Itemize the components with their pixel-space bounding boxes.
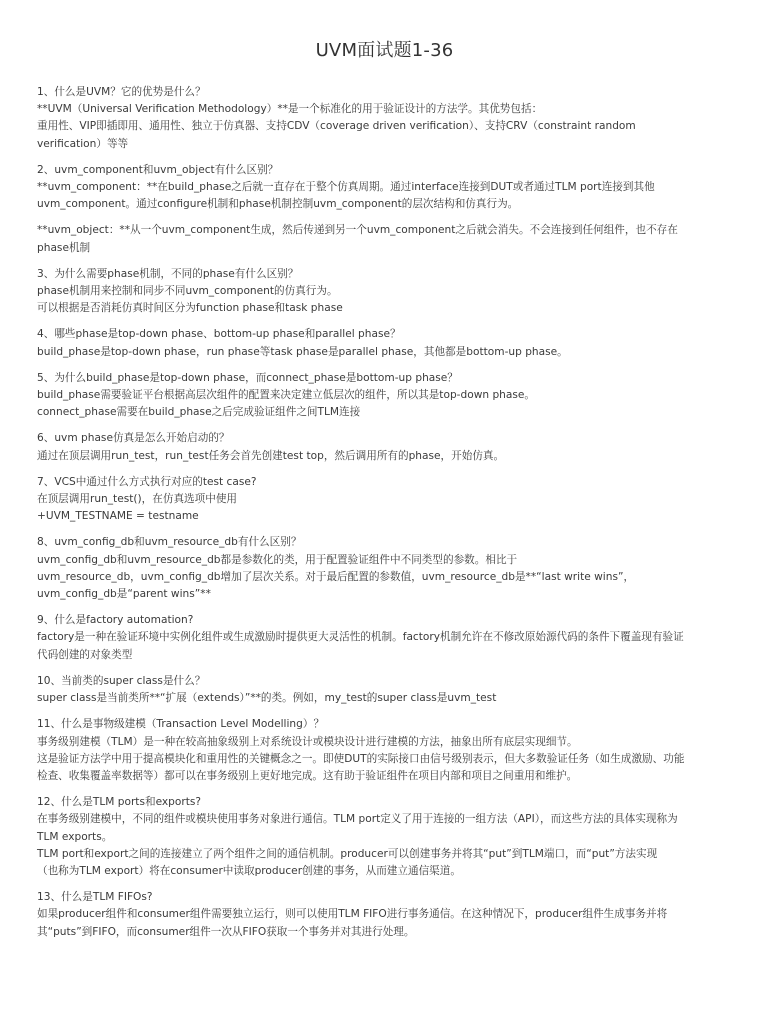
qa-item-4 (37, 326, 732, 360)
question: 11、什么是事物级建模（Transaction Level Modelling）？ (37, 718, 325, 731)
answer-line: 事务级别建模（TLM）是一种在较高抽象级别上对系统设计或模块设计进行建模的方法，抽象出所有底层实现细节。 (37, 735, 578, 748)
answer-line: 检查、收集覆盖率数据等）都可以在事务级别上更好地完成。这有助于验证组件在项目内部和项目之间重用和维护。 (37, 769, 578, 782)
answer-line: 在事务级别建模中，不同的组件或模块使用事务对象进行通信。TLM port定义了用于连接的一组方法（API），而这些方法的具体实现称为 (37, 813, 678, 826)
answer-line: factory是一种在验证环境中实例化组件或生成激励时提供更大灵活性的机制。factory机制允许在不修改原始源代码的条件下覆盖现有验证 (37, 631, 684, 644)
question: 6、uvm phase仿真是怎么开始启动的？ (37, 432, 230, 445)
answer-line: TLM port和export之间的连接建立了两个组件之间的通信机制。producer可以创建事务并将其“put”到TLM端口，而“put”方法实现 (37, 847, 658, 860)
answer-line: 在顶层调用run_test()，在仿真选项中使用 (37, 493, 238, 506)
answer-line: uvm_config_db是“parent wins”** (37, 588, 211, 601)
answer-line: **uvm_component：**在build_phase之后就一直存在于整个仿真周期。通过interface连接到DUT或者通过TLM port连接到其他 (37, 181, 655, 194)
answer-line: 重用性、VIP即插即用、通用性、独立于仿真器、支持CDV（coverage driven verification）、支持CRV（constraint random (37, 120, 636, 133)
answer-line: uvm_resource_db，uvm_config_db增加了层次关系。对于最后配置的参数值，uvm_resource_db是**“last write wins”， (37, 570, 635, 583)
qa-item-8 (37, 534, 732, 603)
qa-list (37, 84, 732, 941)
answer-line: phase机制 (37, 241, 91, 254)
answer-line: verification）等等 (37, 137, 129, 150)
qa-item-1 (37, 84, 732, 153)
qa-item-12 (37, 794, 732, 880)
qa-item-3 (37, 266, 732, 318)
question: 8、uvm_config_db和uvm_resource_db有什么区别？ (37, 536, 302, 549)
answer-line: TLM exports。 (37, 830, 113, 843)
answer-line: build_phase需要验证平台根据高层次组件的配置来决定建立低层次的组件，所以其是top-down phase。 (37, 389, 536, 402)
answer-line: uvm_config_db和uvm_resource_db都是参数化的类，用于配置验证组件中不同类型的参数。相比于 (37, 553, 518, 566)
answer-line: **uvm_object：**从一个uvm_component生成，然后传递到另一个uvm_component之后就会消失。不会连接到任何组件，也不存在 (37, 224, 678, 237)
question: 13、什么是TLM FIFOs? (37, 891, 153, 904)
answer-line: +UVM_TESTNAME = testname (37, 510, 199, 523)
qa-item-10 (37, 673, 732, 707)
question: 1、什么是UVM？它的优势是什么？ (37, 86, 206, 98)
answer-line: super class是当前类所**“扩展（extends）”**的类。例如，my_test的super class是uvm_test (37, 692, 497, 705)
question: 12、什么是TLM ports和exports? (37, 796, 202, 809)
question: 9、什么是factory automation? (37, 614, 194, 627)
answer-line: uvm_component。通过configure机制和phase机制控制uvm_component的层次结构和仿真行为。 (37, 198, 519, 211)
question: 10、当前类的super class是什么？ (37, 674, 206, 687)
qa-item-5 (37, 370, 732, 422)
qa-item-6 (37, 430, 732, 464)
answer-line: 可以根据是否消耗仿真时间区分为function phase和task phase (37, 302, 343, 315)
question: 7、VCS中通过什么方式执行对应的test case? (37, 475, 257, 488)
answer-line: （也称为TLM export）将在consumer中读取producer创建的事务，从而建立通信渠道。 (37, 864, 461, 877)
qa-item-9 (37, 612, 732, 664)
qa-item-2-continued (37, 222, 732, 256)
answer-line: 这是验证方法学中用于提高模块化和重用性的关键概念之一。即使DUT的实际接口由信号级别表示，但大多数验证任务（如生成激励、功能 (37, 752, 685, 765)
qa-item-13 (37, 889, 732, 941)
qa-item-11 (37, 716, 732, 785)
qa-item-2 (37, 162, 732, 214)
question: 2、uvm_component和uvm_object有什么区别？ (37, 163, 279, 176)
question: 3、为什么需要phase机制，不同的phase有什么区别？ (37, 267, 299, 280)
question: 5、为什么build_phase是top-down phase，而connect_phase是bottom-up phase？ (37, 371, 458, 384)
answer-line: **UVM（Universal Verification Methodology）**是一个标准化的用于验证设计的方法学。其优势包括： (37, 103, 543, 116)
qa-item-7 (37, 474, 732, 526)
answer-line: 代码创建的对象类型 (37, 648, 133, 661)
answer-line: phase机制用来控制和同步不同uvm_component的仿真行为。 (37, 285, 338, 298)
page-title: UVM面试题1-36 (315, 40, 454, 61)
answer-line: build_phase是top-down phase，run phase等task phase是parallel phase，其他都是bottom-up phase。 (37, 345, 568, 358)
answer-line: connect_phase需要在build_phase之后完成验证组件之间TLM连接 (37, 406, 361, 419)
question: 4、哪些phase是top-down phase、bottom-up phase和parallel phase？ (37, 328, 401, 341)
answer-line: 通过在顶层调用run_test，run_test任务会首先创建test top，然后调用所有的phase，开始仿真。 (37, 449, 505, 462)
answer-line: 如果producer组件和consumer组件需要独立运行，则可以使用TLM FIFO进行事务通信。在这种情况下，producer组件生成事务并将 (37, 908, 668, 921)
answer-line: 其“puts”到FIFO，而consumer组件一次从FIFO获取一个事务并对其进行处理。 (37, 925, 415, 938)
